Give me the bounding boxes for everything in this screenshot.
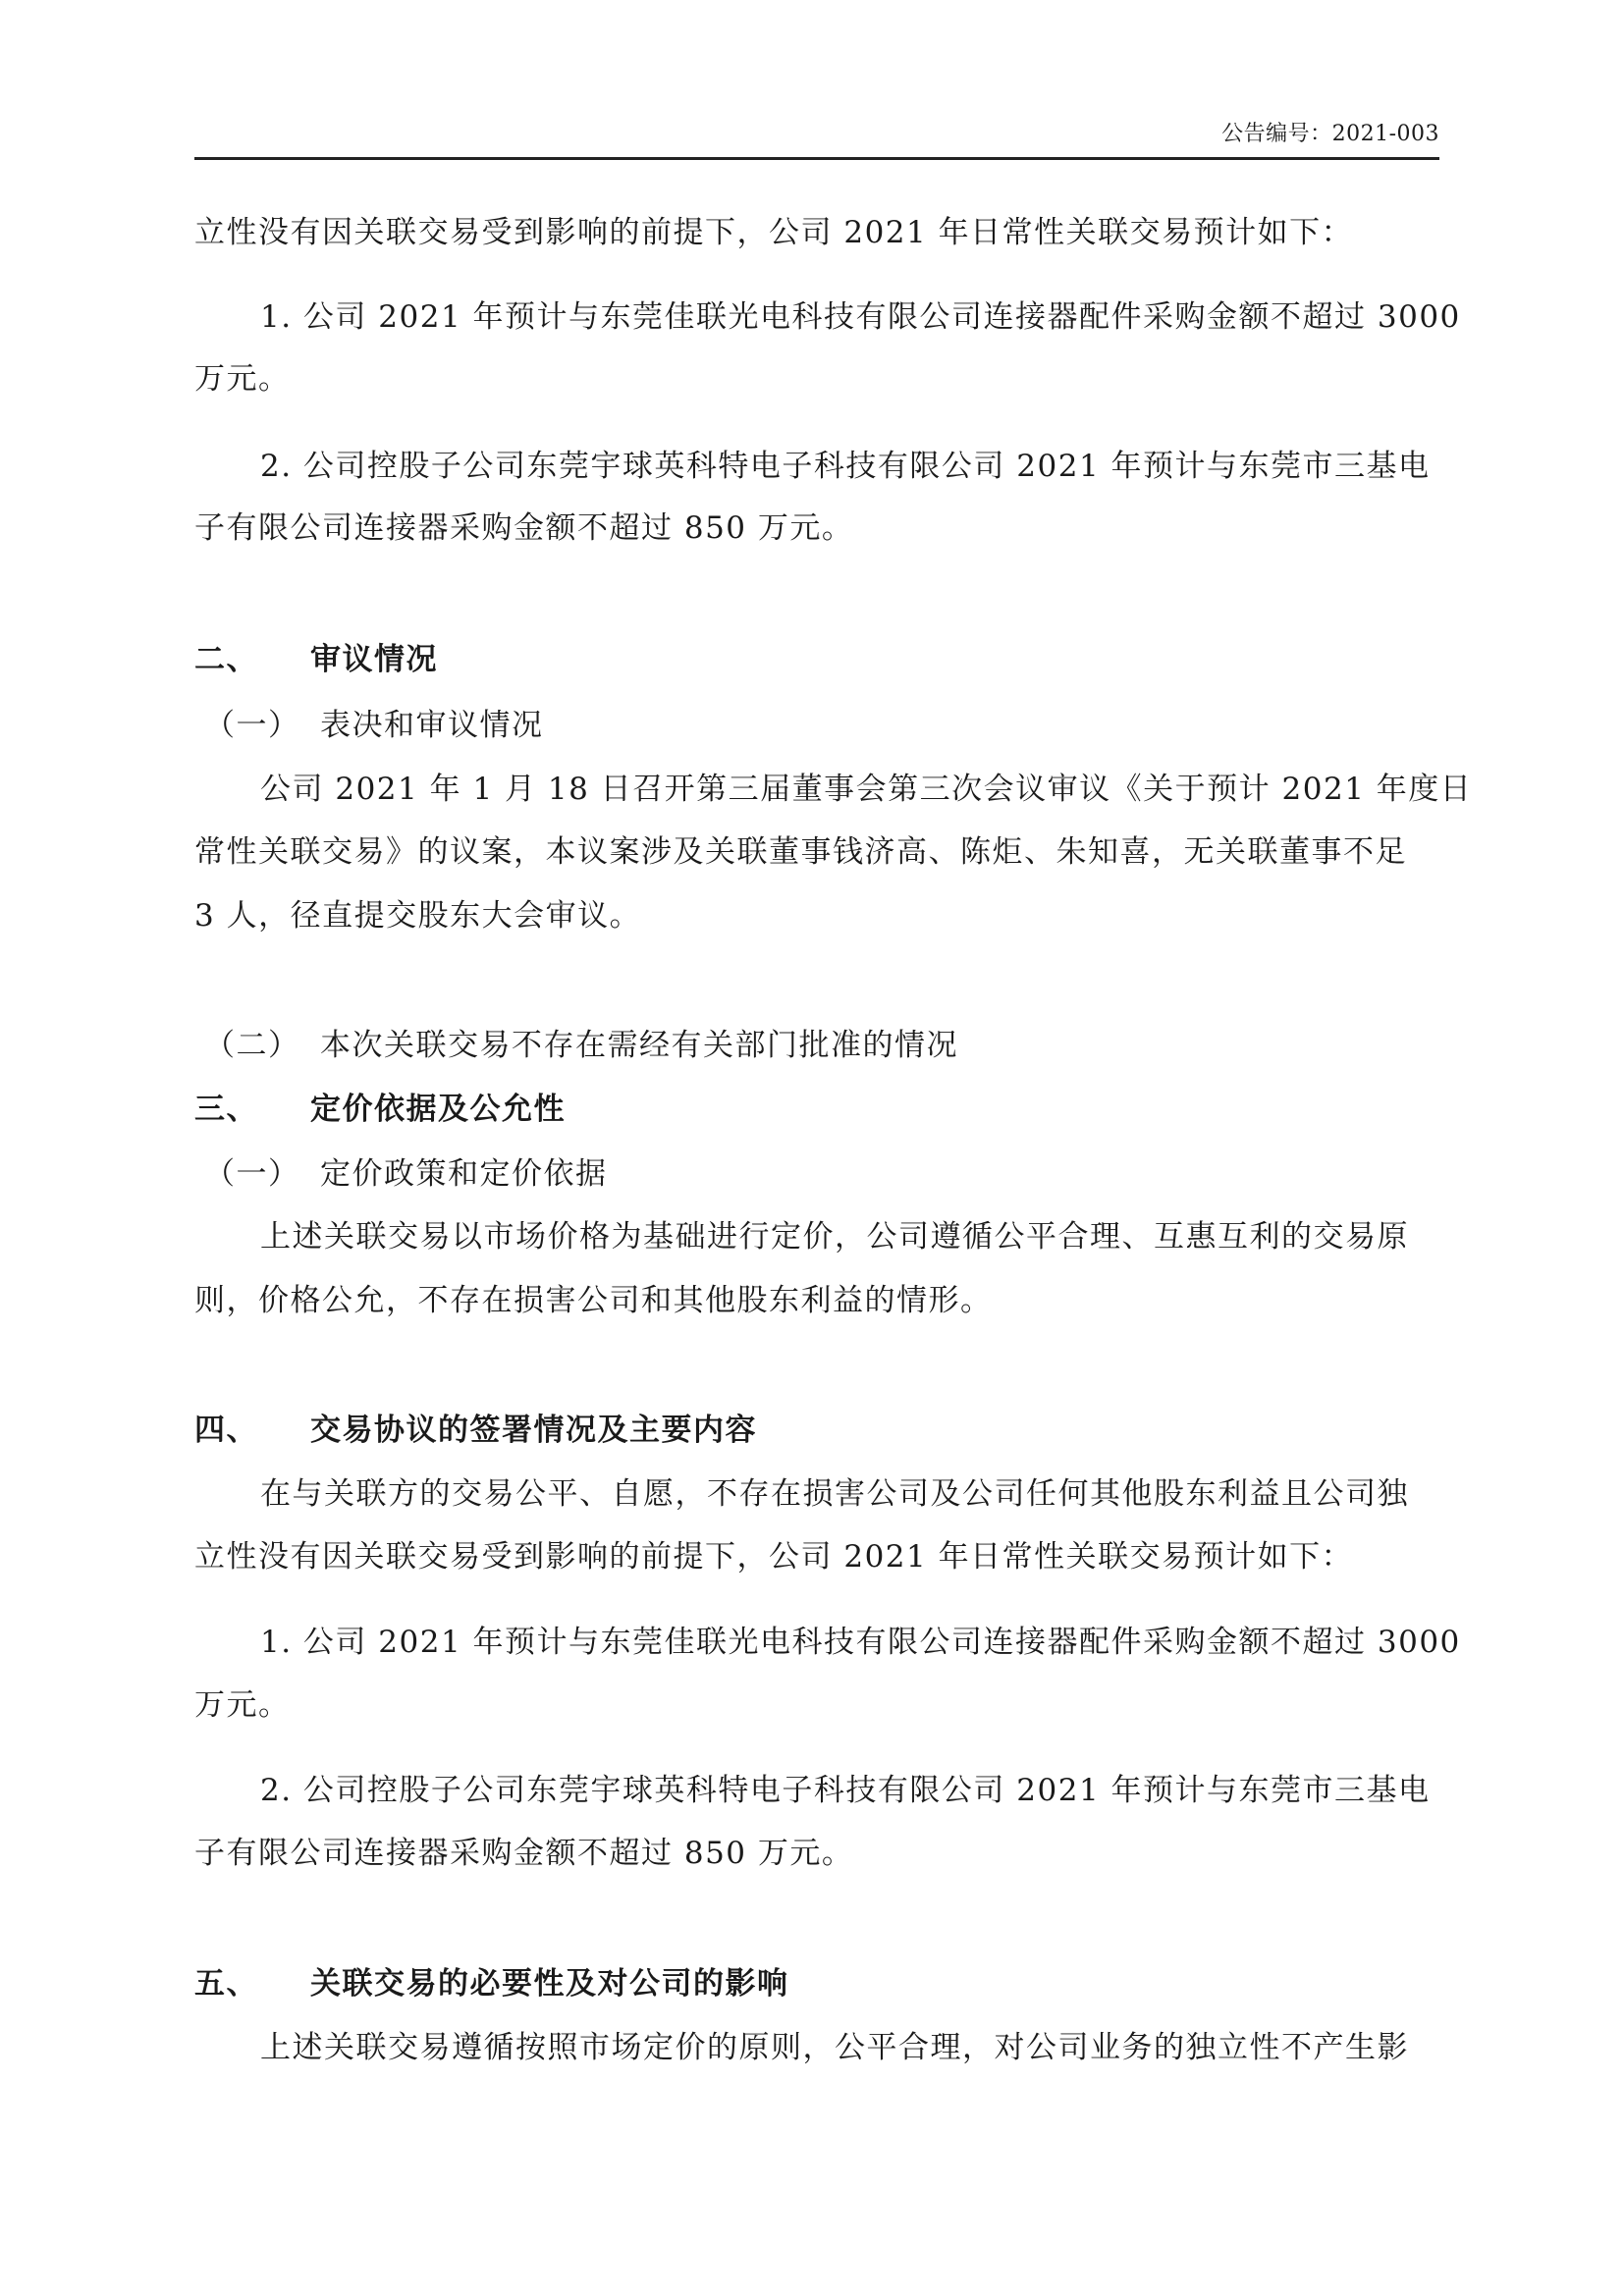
subsection-heading — [204, 1026, 958, 1065]
section-number: 三、 — [194, 1092, 258, 1127]
subsection-number: （一） — [204, 708, 300, 743]
list-item-1-line: 万元。 — [194, 1687, 291, 1723]
list-item-1-line: 1. 公司 2021 年预计与东莞佳联光电科技有限公司连接器配件采购金额不超过 3000 — [260, 299, 1461, 335]
subsection-title: 本次关联交易不存在需经有关部门批准的情况 — [320, 1028, 958, 1063]
section-number: 四、 — [194, 1413, 258, 1448]
page-header — [194, 110, 1439, 160]
paragraph-line: 3 人，径直提交股东大会审议。 — [194, 898, 642, 934]
list-item-2-line: 2. 公司控股子公司东莞宇球英科特电子科技有限公司 2021 年预计与东莞市三基电 — [260, 449, 1431, 484]
subsection-heading — [204, 1154, 608, 1194]
paragraph-line: 上述关联交易以市场价格为基础进行定价，公司遵循公平合理、互惠互利的交易原 — [260, 1219, 1409, 1255]
paragraph-line: 公司 2021 年 1 月 18 日召开第三届董事会第三次会议审议《关于预计 2021 年度日 — [260, 772, 1473, 807]
section-title: 定价依据及公允性 — [310, 1092, 566, 1127]
subsection-heading — [204, 706, 544, 745]
list-item-1-line: 万元。 — [194, 361, 291, 397]
section-heading-2 — [194, 640, 438, 679]
paragraph-line: 立性没有因关联交易受到影响的前提下，公司 2021 年日常性关联交易预计如下： — [194, 1539, 1354, 1575]
section-number: 五、 — [194, 1966, 258, 2002]
section-heading-5 — [194, 1964, 789, 2003]
paragraph-line: 则，价格公允，不存在损害公司和其他股东利益的情形。 — [194, 1283, 993, 1318]
list-item-2-line: 2. 公司控股子公司东莞宇球英科特电子科技有限公司 2021 年预计与东莞市三基电 — [260, 1773, 1431, 1808]
list-item-1-line: 1. 公司 2021 年预计与东莞佳联光电科技有限公司连接器配件采购金额不超过 3000 — [260, 1625, 1461, 1660]
paragraph-line: 在与关联方的交易公平、自愿，不存在损害公司及公司任何其他股东利益且公司独 — [260, 1476, 1409, 1512]
section-number: 二、 — [194, 642, 258, 677]
document-number: 公告编号：2021-003 — [1221, 122, 1439, 146]
list-item-2-line: 子有限公司连接器采购金额不超过 850 万元。 — [194, 1836, 854, 1871]
section-heading-4 — [194, 1411, 757, 1450]
subsection-title: 定价政策和定价依据 — [320, 1156, 608, 1192]
paragraph-line: 上述关联交易遵循按照市场定价的原则，公平合理，对公司业务的独立性不产生影 — [260, 2030, 1409, 2065]
section-heading-3 — [194, 1090, 566, 1129]
list-item-2-line: 子有限公司连接器采购金额不超过 850 万元。 — [194, 510, 854, 546]
section-title: 审议情况 — [310, 642, 438, 677]
paragraph-line: 常性关联交易》的议案，本议案涉及关联董事钱济高、陈炬、朱知喜，无关联董事不足 — [194, 834, 1407, 870]
section-title: 关联交易的必要性及对公司的影响 — [310, 1966, 789, 2002]
subsection-title: 表决和审议情况 — [320, 708, 544, 743]
subsection-number: （一） — [204, 1156, 300, 1192]
subsection-number: （二） — [204, 1028, 300, 1063]
section-title: 交易协议的签署情况及主要内容 — [310, 1413, 757, 1448]
paragraph-line: 立性没有因关联交易受到影响的前提下，公司 2021 年日常性关联交易预计如下： — [194, 215, 1354, 250]
